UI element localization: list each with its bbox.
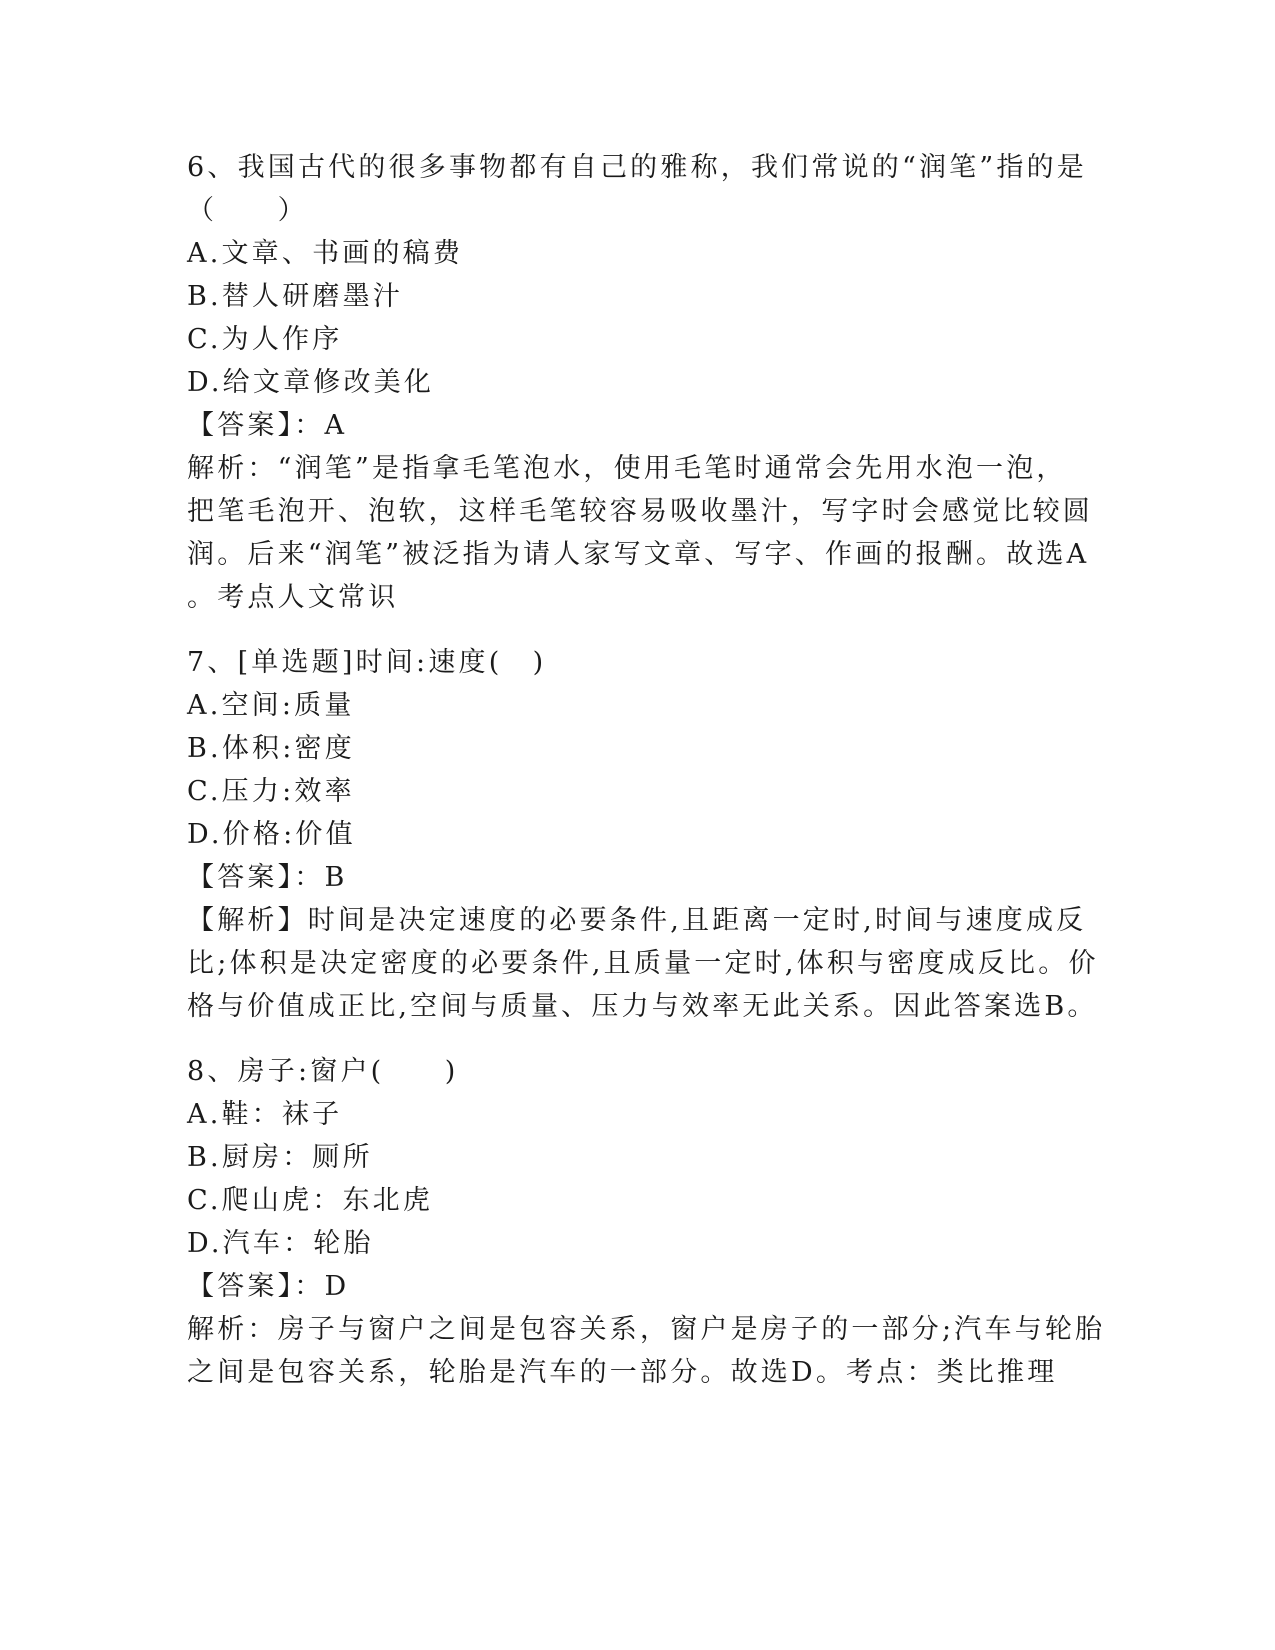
analysis-line: 解析：房子与窗户之间是包容关系，窗户是房子的一部分;汽车与轮胎 [187, 1314, 1106, 1345]
analysis-line: 把笔毛泡开、泡软，这样毛笔较容易吸收墨汁，写字时会感觉比较圆 [187, 496, 1093, 527]
option-b: B.体积:密度 [187, 733, 355, 764]
option-a: A.空间:质量 [187, 690, 355, 721]
analysis-line: 润。后来“润笔”被泛指为请人家写文章、写字、作画的报酬。故选A [187, 539, 1090, 570]
page-content [187, 146, 1106, 1394]
option-a: A.鞋：袜子 [187, 1099, 343, 1130]
question-7 [187, 641, 1099, 1028]
analysis-line: 。考点人文常识 [187, 582, 399, 613]
question-stem-continued: （ ） [187, 195, 308, 226]
question-stem: 8、房子:窗户( ) [187, 1056, 459, 1087]
option-c: C.爬山虎：东北虎 [187, 1185, 434, 1216]
option-c: C.压力:效率 [187, 776, 355, 807]
analysis-line: 之间是包容关系，轮胎是汽车的一部分。故选D。考点：类比推理 [187, 1357, 1058, 1388]
question-6 [187, 146, 1092, 619]
option-a: A.文章、书画的稿费 [187, 238, 464, 269]
option-b: B.厨房：厕所 [187, 1142, 373, 1173]
option-d: D.价格:价值 [187, 819, 356, 850]
option-c: C.为人作序 [187, 324, 343, 355]
answer: 【答案】：D [187, 1271, 350, 1302]
question-stem: 7、[单选题]时间:速度( ) [187, 647, 547, 678]
answer: 【答案】：A [187, 410, 348, 441]
question-8 [187, 1050, 1106, 1394]
option-b: B.替人研磨墨汁 [187, 281, 404, 312]
question-stem: 6、我国古代的很多事物都有自己的雅称，我们常说的“润笔”指的是 [187, 152, 1087, 183]
analysis-line: 格与价值成正比,空间与质量、压力与效率无此关系。因此答案选B。 [187, 991, 1098, 1022]
option-d: D.汽车：轮胎 [187, 1228, 374, 1259]
option-d: D.给文章修改美化 [187, 367, 435, 398]
answer: 【答案】：B [187, 862, 348, 893]
analysis-line: 比;体积是决定密度的必要条件,且质量一定时,体积与密度成反比。价 [187, 948, 1099, 979]
analysis-line: 解析：“润笔”是指拿毛笔泡水，使用毛笔时通常会先用水泡一泡， [187, 453, 1067, 484]
analysis-line: 【解析】时间是决定速度的必要条件,且距离一定时,时间与速度成反 [187, 905, 1087, 936]
